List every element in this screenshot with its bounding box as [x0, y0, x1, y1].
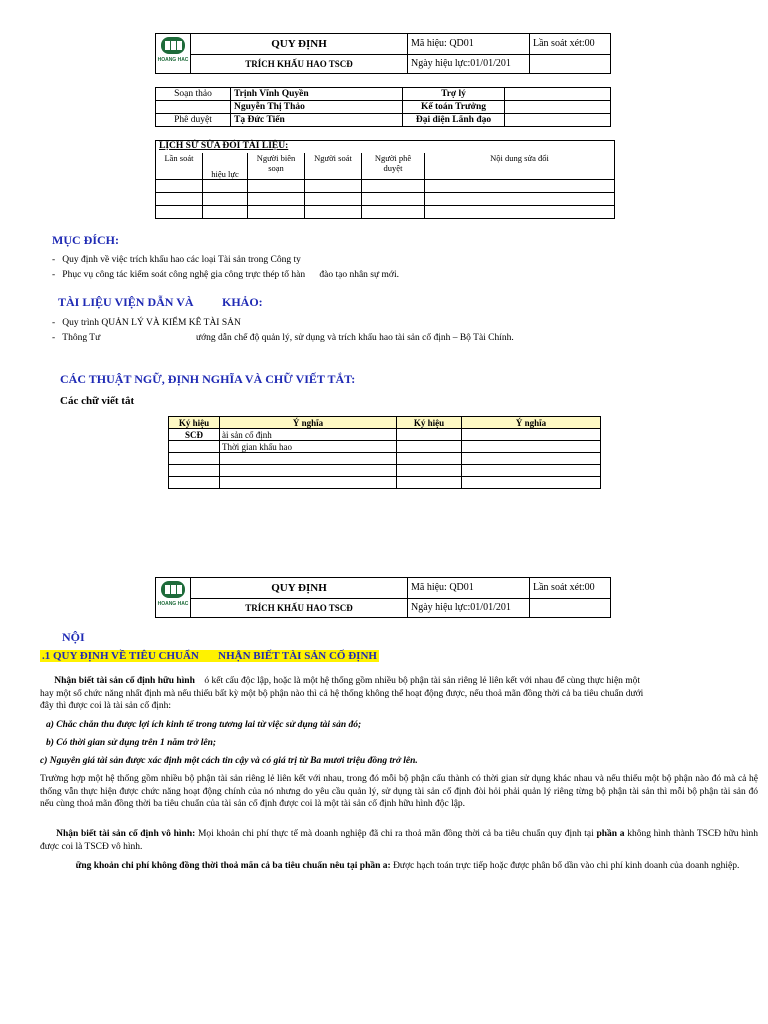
list-item: - Quy định về việc trích khấu hao các loại Tài sản trong Công ty — [52, 255, 301, 265]
approval-table — [155, 87, 611, 127]
doc-code: Mã hiệu: QD01 — [408, 578, 530, 599]
criterion-b: b) Có thời gian sử dụng trên 1 năm trở lên; — [46, 738, 217, 748]
approver-role: Trợ lý — [403, 88, 505, 101]
doc-revision: Lần soát xét:00 — [530, 34, 611, 55]
doc-title: QUY ĐỊNH — [191, 578, 408, 599]
approver-role: Kế toán Trưởng — [403, 101, 505, 114]
list-item: - Phục vụ công tác kiểm soát công nghệ gia công trực thép tổ hàn đào tạo nhân sự mới. — [52, 270, 399, 280]
col-header: Ý nghĩa — [220, 417, 397, 429]
table-row — [169, 465, 601, 477]
paragraph-intangible-assets: Nhận biết tài sản cố định vô hình: Mọi khoản chi phí thực tế mà doanh nghiệp đã chi ra thoả mãn đồng thời cả ba tiêu chuẩn quy định tại phần a không hình thành TSCĐ hữu hình được coi là TSCĐ vô hình. — [40, 829, 759, 852]
section-heading-terms: CÁC THUẬT NGỮ, ĐỊNH NGHĨA VÀ CHỮ VIẾT TẮT: — [60, 372, 356, 386]
col-header: Ký hiệu — [169, 417, 220, 429]
col-header: Nội dung sửa đổi — [425, 153, 615, 179]
list-item: - Quy trình QUẢN LÝ VÀ KIỂM KÊ TÀI SẢN — [52, 318, 241, 328]
document-header-page2 — [155, 577, 611, 618]
logo-cell — [156, 578, 191, 618]
company-logo: HOANG HAC — [156, 34, 190, 70]
doc-revision: Lần soát xét:00 — [530, 578, 611, 599]
paragraph-other-costs: ững khoản chi phí không đồng thời thoả mãn cả ba tiêu chuẩn nêu tại phần a: Được hạch toán trực tiếp hoặc được phân bổ dần vào chi phí kinh doanh của doanh nghiệp. — [75, 861, 740, 871]
logo-cell — [156, 34, 191, 74]
company-logo: HOANG HAC — [156, 578, 190, 614]
table-row: SCĐ ài sản cố định — [169, 429, 601, 441]
approval-label: Soạn thảo — [156, 88, 231, 101]
doc-subtitle: TRÍCH KHẤU HAO TSCĐ — [191, 598, 408, 617]
doc-code: Mã hiệu: QD01 — [408, 34, 530, 55]
col-header: Ý nghĩa — [462, 417, 601, 429]
col-header: Người soát — [305, 153, 362, 179]
col-header: Lần soát — [156, 153, 203, 179]
criterion-c: c) Nguyên giá tài sản được xác định một cách tin cậy và có giá trị từ Ba mươi triệu đồng trở lên. — [40, 756, 418, 766]
table-row: Thời gian khấu hao — [169, 441, 601, 453]
doc-title: QUY ĐỊNH — [191, 34, 408, 55]
col-header: Ký hiệu — [397, 417, 462, 429]
doc-effective-date: Ngày hiệu lực:01/01/201 — [408, 54, 530, 73]
subheading-abbreviations: Các chữ viết tắt — [60, 395, 135, 407]
doc-effective-date: Ngày hiệu lực:01/01/201 — [408, 598, 530, 617]
section-heading-references-end: KHẢO: — [222, 295, 263, 309]
approver-name: Trịnh Vĩnh Quyền — [231, 88, 403, 101]
paragraph-tangible-assets: Nhận biết tài sản cố định hữu hình ó kết cấu độc lập, hoặc là một hệ thống gồm nhiều bộ phận tài sản riêng lẻ liên kết với nhau để cùng thực hiện một hay một số chức năng nhất định mà nếu thiếu bất kỳ một bộ phận nào thì cả hệ thống không thể hoạt động được, nếu thoả mãn đồng thời cả ba tiêu chuẩn dưới đây thì được coi là tài sản cố định: — [40, 676, 644, 711]
col-header: hiệu lực — [203, 153, 248, 179]
table-row — [169, 477, 601, 489]
section-heading-references: TÀI LIỆU VIỆN DẪN VÀ — [58, 295, 194, 309]
list-item-continuation: ướng dẫn chế độ quản lý, sử dụng và trích khấu hao tài sản cố định – Bộ Tài Chính. — [196, 333, 514, 343]
section-heading-content: NỘI — [62, 630, 85, 644]
revision-history-caption: LỊCH SỬ SỬA ĐỔI TÀI LIỆU: — [156, 141, 615, 154]
approver-name: Tạ Đức Tiến — [231, 114, 403, 127]
section-1-banner: .1 QUY ĐỊNH VỀ TIÊU CHUẨN NHẬN BIẾT TÀI SẢN CỐ ĐỊNH — [42, 650, 377, 662]
abbreviations-table — [168, 416, 601, 489]
criterion-a: a) Chắc chắn thu được lợi ích kinh tế trong tương lai từ việc sử dụng tài sản đó; — [46, 720, 362, 730]
document-header-top — [155, 33, 611, 74]
col-header: Người biên soạn — [248, 153, 305, 179]
paragraph-composite-assets: Trường hợp một hệ thống gồm nhiều bộ phận tài sản riêng lẻ liên kết với nhau, trong đó mỗi bộ phận cấu thành có thời gian sử dụng khác nhau và nếu thiếu một bộ phận nào đó mà cả hệ thống vẫn thực hiện được chức năng hoạt động chính của nó nhưng do yêu cầu quản lý, sử dụng tài sản cố định đòi hỏi phải quản lý riêng từng bộ phận tài sản thì mỗi bộ phận tài sản đó nếu cùng thoả mãn đồng thời ba tiêu chuẩn của tài sản cố định được coi là một tài sản cố định hữu hình độc lập. — [40, 774, 758, 809]
doc-subtitle: TRÍCH KHẤU HAO TSCĐ — [191, 54, 408, 73]
col-header: Người phê duyệt — [362, 153, 425, 179]
approver-role: Đại diện Lãnh đạo — [403, 114, 505, 127]
revision-history-table — [155, 140, 615, 219]
table-row — [169, 453, 601, 465]
section-heading-purpose: MỤC ĐÍCH: — [52, 233, 119, 247]
list-item: - Thông Tư — [52, 333, 101, 343]
approval-label: Phê duyệt — [156, 114, 231, 127]
approver-name: Nguyễn Thị Thảo — [231, 101, 403, 114]
